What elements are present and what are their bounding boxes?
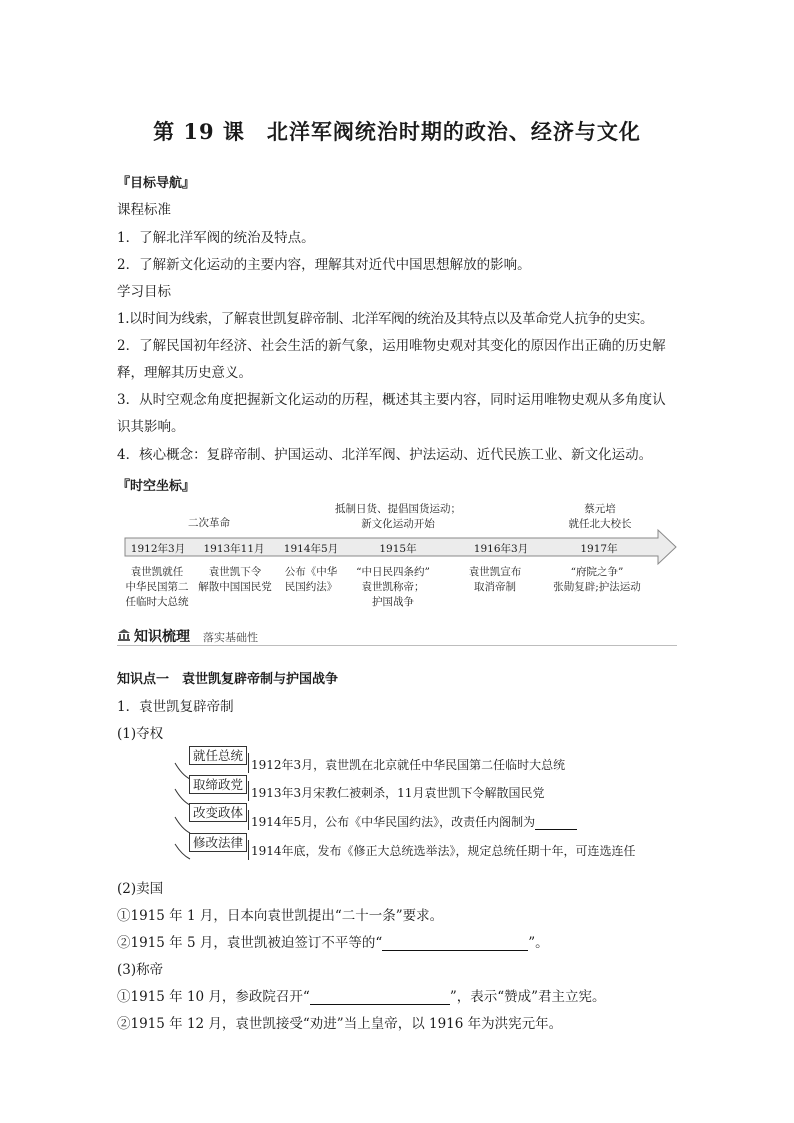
- objective-line: 3．从时空观念角度把握新文化运动的历程，概述其主要内容，同时运用唯物史观从多角度认: [117, 392, 666, 408]
- step-box: 修改法律: [189, 833, 247, 852]
- section-subheading: 落实基础性: [203, 631, 258, 644]
- timeline-year: 1915年: [379, 543, 417, 555]
- objective-line: 1.以时间为线索，了解袁世凯复辟帝制、北洋军阀的统治及其特点以及革命党人抗争的史实。: [117, 311, 654, 327]
- timeline-event-below: “中日民四条约” 袁世凯称帝； 护国战争: [356, 566, 430, 608]
- timeline-event-below: 袁世凯宣布 取消帝制: [468, 566, 522, 593]
- section-divider: [117, 645, 677, 646]
- step-box: 就任总统: [189, 746, 247, 765]
- timeline-event-below: “府院之争” 张勋复辟;护法运动: [553, 566, 641, 593]
- standard-item: 1．了解北洋军阀的统治及特点。: [117, 230, 315, 246]
- timeline-year: 1914年5月: [283, 543, 339, 555]
- timeline-event-above: 蔡元培 就任北大校长: [568, 503, 632, 530]
- kp-paragraph-label: (3)称帝: [117, 962, 164, 978]
- section-heading: 知识梳理: [134, 629, 190, 645]
- answer-blank[interactable]: [535, 815, 577, 830]
- curriculum-standard-heading: 课程标准: [117, 202, 171, 218]
- answer-blank[interactable]: [310, 990, 450, 1005]
- kp-line: ①1915 年 1 月，日本向袁世凯提出“二十一条”要求。: [117, 908, 444, 924]
- bank-icon: [117, 628, 131, 642]
- timeline-year: 1913年11月: [203, 543, 265, 555]
- timeline-event-below: 袁世凯下令 解散中国国民党: [198, 566, 272, 593]
- step-text: 1913年3月宋教仁被刺杀，11月袁世凯下令解散国民党: [251, 786, 545, 800]
- learning-objective-heading: 学习目标: [117, 284, 171, 300]
- objective-line: 释，理解其历史意义。: [117, 365, 252, 381]
- kp-line: ①1915 年 10 月，参政院召开“ ”，表示“赞成”君主立宪。: [117, 989, 606, 1005]
- bracket-line: [248, 781, 249, 801]
- objective-line: 2．了解民国初年经济、社会生活的新气象，运用唯物史观对其变化的原因作出正确的历史解: [117, 338, 666, 354]
- objective-line: 4．核心概念：复辟帝制、护国运动、北洋军阀、护法运动、近代民族工业、新文化运动。: [117, 447, 653, 463]
- timeline-event-below: 袁世凯就任 中华民国第二 任临时大总统: [125, 566, 189, 608]
- step-box: 改变政体: [189, 803, 247, 822]
- step-text: 1912年3月，袁世凯在北京就任中华民国第二任临时大总统: [251, 758, 566, 772]
- page-title: 第 19 课 北洋军阀统治时期的政治、经济与文化: [153, 119, 641, 144]
- kp-paragraph-label: (2)卖国: [117, 881, 164, 897]
- timeline-tag: 『时空坐标』: [117, 479, 196, 494]
- timeline-event-above: 抵制日货、提倡国货运动； 新文化运动开始: [335, 503, 461, 530]
- standard-item: 2．了解新文化运动的主要内容，理解其对近代中国思想解放的影响。: [117, 257, 531, 273]
- bracket-line: [248, 810, 249, 830]
- timeline-year: 1917年: [580, 543, 618, 555]
- kp-paragraph-label: (1)夺权: [117, 726, 164, 742]
- bracket-line: [248, 753, 249, 773]
- step-text: 1914年5月，公布《中华民国约法》，改责任内阁制为: [251, 813, 577, 830]
- answer-blank[interactable]: [382, 936, 528, 951]
- kp-line: ②1915 年 5 月，袁世凯被迫签订不平等的“ ”。: [117, 935, 549, 951]
- timeline-event-below: 公布《中华 民国约法》: [284, 566, 338, 593]
- step-box: 取缔政党: [189, 775, 247, 794]
- objective-line: 识其影响。: [117, 419, 185, 435]
- timeline-event-above: 二次革命: [188, 517, 230, 529]
- timeline-year: 1916年3月: [473, 543, 529, 555]
- kp-line: ②1915 年 12 月，袁世凯接受“劝进”当上皇帝，以 1916 年为洪宪元年。: [117, 1016, 563, 1032]
- timeline-year: 1912年3月: [130, 543, 186, 555]
- step-text: 1914年底，发布《修正大总统选举法》，规定总统任期十年，可连选连任: [251, 844, 636, 858]
- kp-heading: 知识点一 袁世凯复辟帝制与护国战争: [117, 672, 339, 687]
- kp-subheading: 1．袁世凯复辟帝制: [117, 699, 234, 715]
- bracket-line: [248, 840, 249, 860]
- goal-nav-tag: 『目标导航』: [117, 176, 196, 191]
